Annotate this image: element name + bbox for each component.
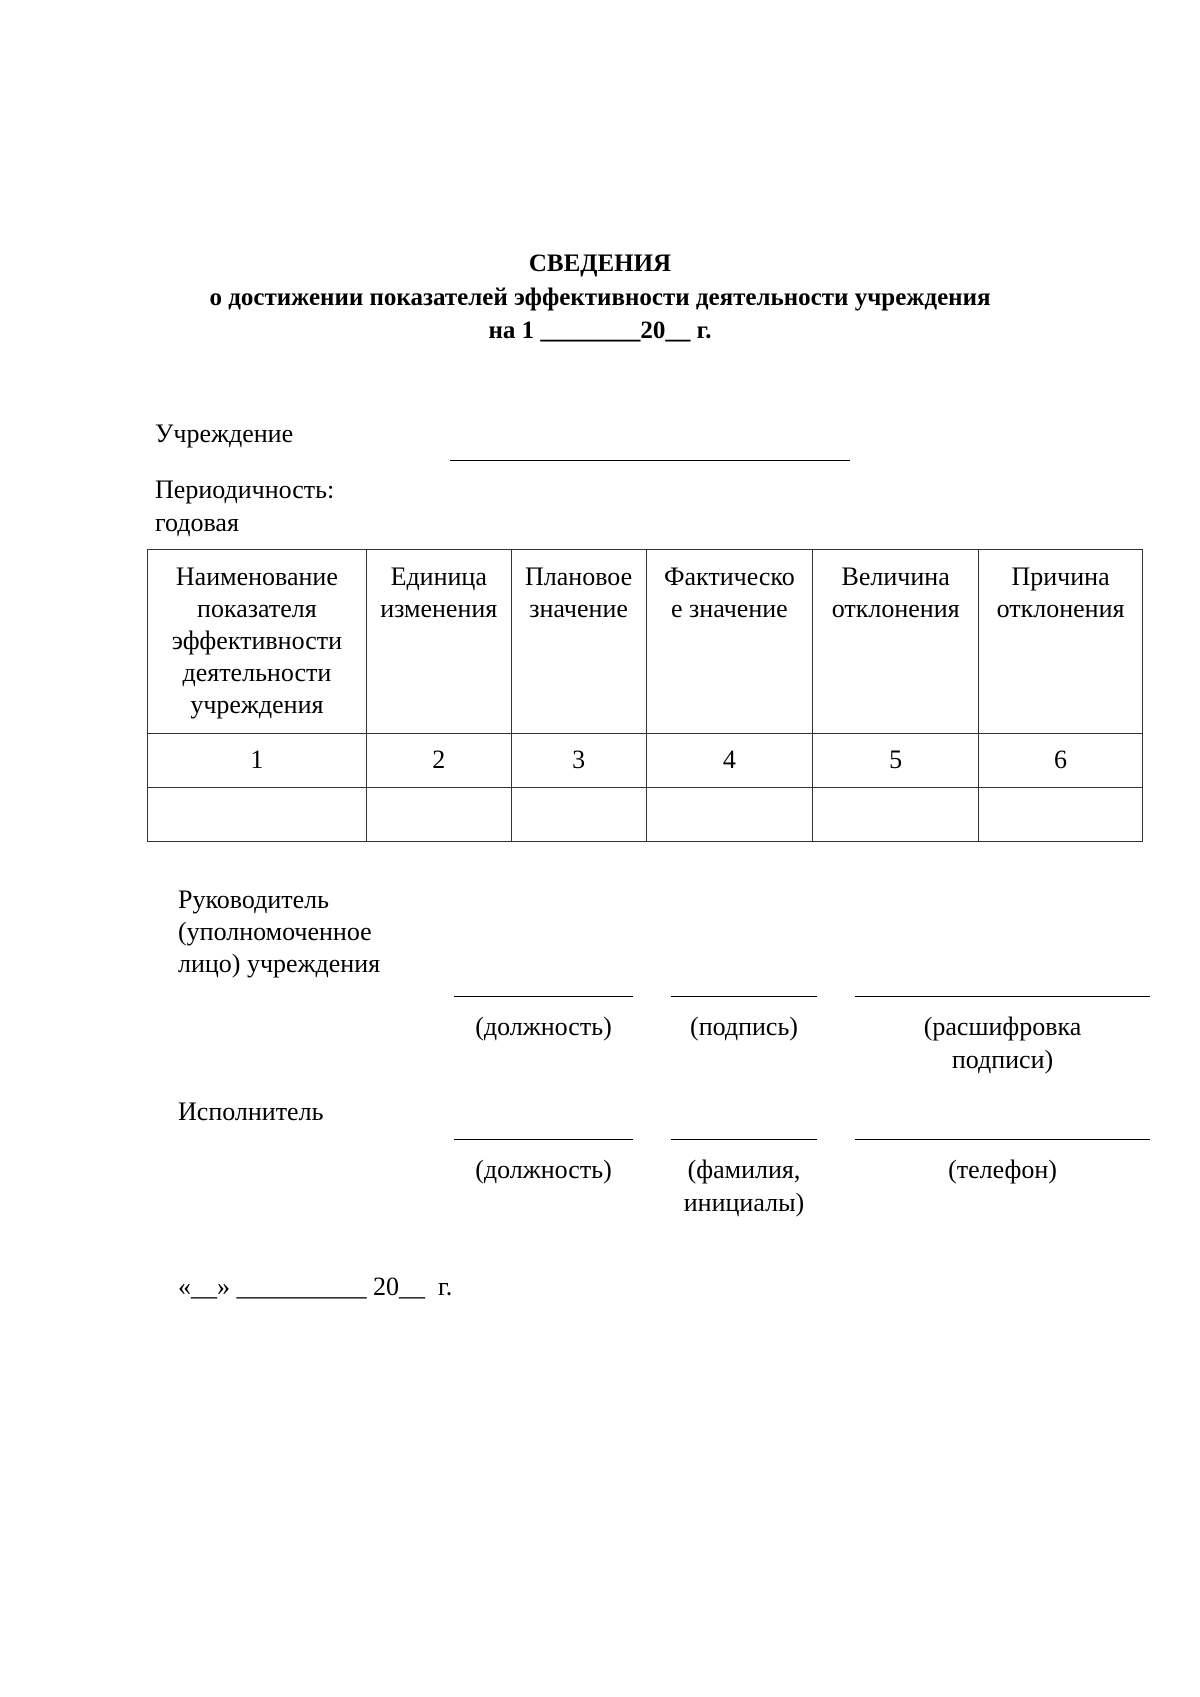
table-row	[148, 788, 1143, 842]
table-cell: 6	[979, 734, 1143, 788]
indicators-table	[147, 549, 1143, 842]
executor-name-caption: (фамилия, инициалы)	[683, 1155, 805, 1217]
periodicity-value: годовая	[155, 508, 239, 537]
table-header-row	[148, 550, 1143, 734]
table-cell: 2	[366, 734, 511, 788]
table-number-row	[148, 734, 1143, 788]
document-date-line: на 1 ________20__ г.	[488, 317, 712, 344]
table-header-cell: Причина отклонения	[979, 550, 1143, 734]
table-cell-empty[interactable]	[646, 788, 813, 842]
table-header-cell: Величина отклонения	[813, 550, 979, 734]
document-title: СВЕДЕНИЯ	[528, 250, 672, 277]
head-label: Руководитель (уполномоченное лицо) учреждения	[178, 885, 381, 978]
table-cell-empty[interactable]	[511, 788, 646, 842]
head-signature-caption: (подпись)	[690, 1012, 798, 1041]
institution-label: Учреждение	[155, 419, 294, 448]
head-transcript-caption: (расшифровка подписи)	[923, 1012, 1082, 1074]
table-cell: 4	[646, 734, 813, 788]
executor-position-line[interactable]	[454, 1139, 633, 1140]
table-header-cell: Фактическо е значение	[646, 550, 813, 734]
table-header-cell: Плановое значение	[511, 550, 646, 734]
head-signature-transcript-line[interactable]	[855, 996, 1150, 997]
head-signature-line[interactable]	[671, 996, 817, 997]
executor-position-caption: (должность)	[475, 1155, 612, 1184]
executor-phone-caption: (телефон)	[948, 1155, 1057, 1184]
table-header-cell: Единица изменения	[366, 550, 511, 734]
table-cell: 3	[511, 734, 646, 788]
date-footer: «__» __________ 20__ г.	[178, 1272, 453, 1301]
document-subtitle: о достижении показателей эффективности деятельности учреждения	[209, 284, 991, 311]
table-cell-empty[interactable]	[813, 788, 979, 842]
head-position-caption: (должность)	[475, 1012, 612, 1041]
table-cell: 5	[813, 734, 979, 788]
head-position-line[interactable]	[454, 996, 633, 997]
periodicity-label: Периодичность:	[155, 475, 335, 504]
executor-phone-line[interactable]	[855, 1139, 1150, 1140]
table-cell-empty[interactable]	[979, 788, 1143, 842]
executor-name-line[interactable]	[671, 1139, 817, 1140]
table-cell-empty[interactable]	[366, 788, 511, 842]
table-cell: 1	[148, 734, 367, 788]
executor-label: Исполнитель	[178, 1097, 324, 1126]
table-cell-empty[interactable]	[148, 788, 367, 842]
institution-field-line[interactable]	[450, 460, 850, 461]
table-header-cell: Наименование показателя эффективности деятельности учреждения	[148, 550, 367, 734]
